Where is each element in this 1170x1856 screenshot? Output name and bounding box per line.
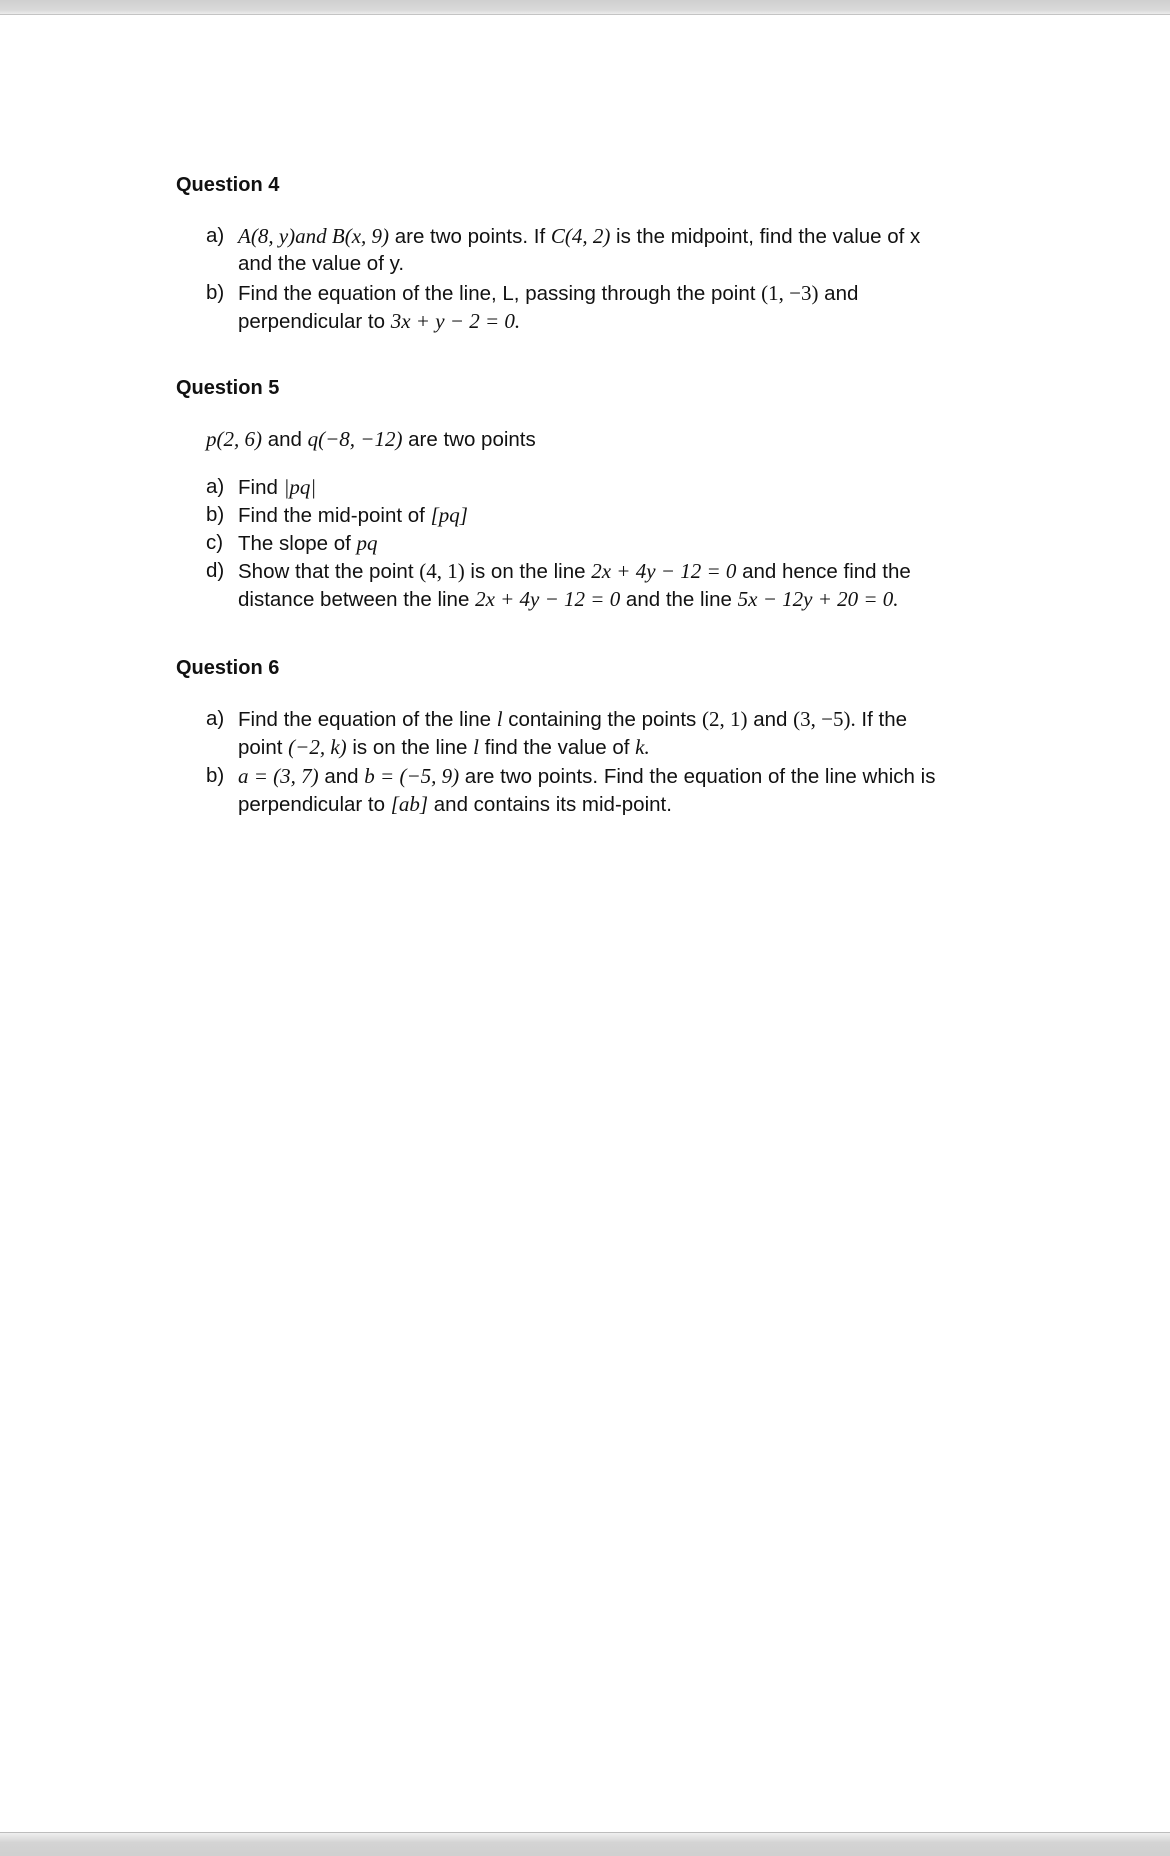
- q6a-point-1-math: (2, 1): [702, 707, 748, 731]
- q5-part-c-line-1: [238, 529, 378, 558]
- q5-part-a-label: a): [206, 475, 225, 498]
- q4a-text-1: are two points. If: [389, 225, 551, 248]
- q5-intro: [206, 425, 536, 454]
- q4-part-b-label: b): [206, 281, 225, 304]
- page-bottom-border: [0, 1832, 1170, 1856]
- q6b-segment-math: [ab]: [390, 792, 429, 816]
- q6a-text-6: is on the line: [346, 736, 474, 759]
- q5-part-a-line-1: [238, 473, 316, 502]
- q6a-text-3: and: [747, 708, 794, 731]
- q6a-text-1: Find the equation of the line: [238, 708, 497, 731]
- q5-intro-text-2: are two points: [402, 428, 536, 451]
- q6b-text-3: perpendicular to: [238, 793, 391, 816]
- q6-part-b-line-2: [238, 790, 672, 819]
- q4a-text-2: is the midpoint, find the value of x: [610, 225, 921, 248]
- q6a-k-math: k.: [635, 735, 650, 759]
- q4b-text-3: perpendicular to: [238, 310, 391, 333]
- q6-part-b-line-1: [238, 762, 935, 791]
- q4a-text-3: and the value of y.: [238, 252, 405, 275]
- q5c-text: The slope of: [238, 532, 357, 555]
- q6b-point-b-math: b = (−5, 9): [364, 764, 460, 788]
- q5d-text-3: and hence find the: [736, 560, 911, 583]
- q5-point-p-math: p(2, 6): [206, 427, 262, 451]
- q6a-line-l2-math: l: [473, 735, 479, 759]
- q4b-point-math: (1, −3): [761, 281, 819, 305]
- q6b-text-1: and: [318, 765, 365, 788]
- q5d-text-4: distance between the line: [238, 588, 476, 611]
- q5d-line-1b-math: 2x + 4y − 12 = 0: [475, 587, 621, 611]
- q4-part-a-line-1: [238, 222, 920, 251]
- q5-intro-text-1: and: [262, 428, 308, 451]
- q5-part-b-line-1: [238, 501, 468, 530]
- q4-part-b-line-2: [238, 307, 520, 336]
- q5b-math: [pq]: [430, 503, 468, 527]
- q6a-text-2: containing the points: [502, 708, 703, 731]
- q4-part-a-line-2: [238, 250, 404, 278]
- q6a-text-5: point: [238, 736, 289, 759]
- q6-part-b-label: b): [206, 764, 225, 787]
- q5d-line-1-math: 2x + 4y − 12 = 0: [591, 559, 737, 583]
- q6a-point-2-math: (3, −5).: [793, 707, 856, 731]
- q5c-math: pq: [356, 531, 378, 555]
- q5a-math: |pq|: [283, 475, 317, 499]
- q5-part-d-line-1: [238, 557, 911, 586]
- question-5-heading: Question 5: [176, 377, 280, 399]
- q6a-text-4: If the: [855, 708, 907, 731]
- q5-part-c-label: c): [206, 531, 224, 554]
- q4a-points-math: A(8, y)and B(x, 9): [238, 224, 390, 248]
- q6b-text-4: and contains its mid-point.: [428, 793, 672, 816]
- page-top-border: [0, 0, 1170, 15]
- q6a-text-7: find the value of: [478, 736, 636, 759]
- q5-part-d-line-2: [238, 585, 899, 614]
- q4b-text-2: and: [818, 282, 859, 305]
- q6-part-a-line-1: [238, 705, 907, 734]
- q5a-text: Find: [238, 476, 284, 499]
- q4-part-b-line-1: [238, 279, 858, 308]
- q4b-text-1: Find the equation of the line, L, passing through the point: [238, 282, 762, 305]
- q5d-text-1: Show that the point: [238, 560, 420, 583]
- q4b-equation-math: 3x + y − 2 = 0.: [390, 309, 521, 333]
- q5-point-q-math: q(−8, −12): [307, 427, 403, 451]
- q6-part-a-label: a): [206, 707, 225, 730]
- q5d-text-5: and the line: [620, 588, 738, 611]
- q5d-point-math: (4, 1): [419, 559, 465, 583]
- question-6-heading: Question 6: [176, 657, 280, 679]
- q4-part-a-label: a): [206, 224, 225, 247]
- q6b-point-a-math: a = (3, 7): [238, 764, 319, 788]
- q6-part-a-line-2: [238, 733, 650, 762]
- q6b-text-2: are two points. Find the equation of the line which is: [459, 765, 936, 788]
- q6a-point-k-math: (−2, k): [288, 735, 347, 759]
- question-4-heading: Question 4: [176, 174, 280, 196]
- q4a-midpoint-math: C(4, 2): [550, 224, 611, 248]
- q5-part-d-label: d): [206, 559, 225, 582]
- q5-part-b-label: b): [206, 503, 225, 526]
- q5d-text-2: is on the line: [464, 560, 592, 583]
- q6a-line-l-math: l: [496, 707, 503, 731]
- q5b-text: Find the mid-point of: [238, 504, 431, 527]
- q5d-line-2-math: 5x − 12y + 20 = 0.: [737, 587, 899, 611]
